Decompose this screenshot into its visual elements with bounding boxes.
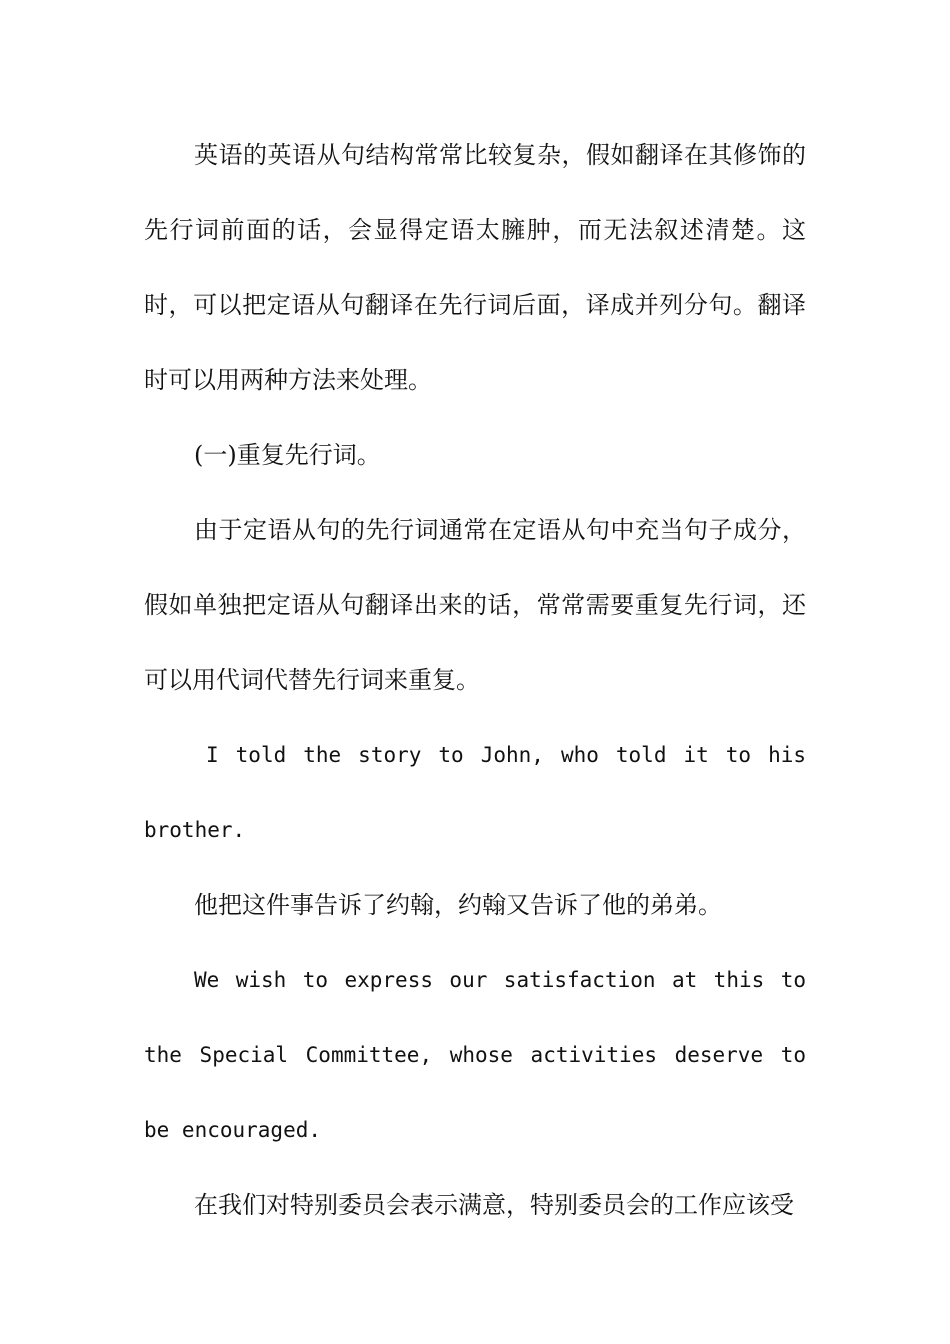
paragraph-intro: 英语的英语从句结构常常比较复杂，假如翻译在其修饰的先行词前面的话，会显得定语太臃肿，而无法叙述清楚。这时，可以把定语从句翻译在先行词后面，译成并列分句。翻译时可以用两种方法来处理。 [144,141,806,394]
paragraph-heading-repeat-antecedent: (一)重复先行词。 [194,441,381,469]
paragraph-example-english-2: We wish to express our satisfaction at this to the Special Committee, whose activities deserve to be encouraged. [144,968,806,1142]
paragraph-explanation: 由于定语从句的先行词通常在定语从句中充当句子成分，假如单独把定语从句翻译出来的话，常常需要重复先行词，还可以用代词代替先行词来重复。 [144,516,806,694]
paragraph-example-chinese-1: 他把这件事告诉了约翰，约翰又告诉了他的弟弟。 [194,891,722,919]
paragraph-example-english-1: I told the story to John, who told it to his brother. [144,743,806,842]
document-body [144,118,806,1243]
paragraph-example-chinese-2: 在我们对特别委员会表示满意，特别委员会的工作应该受 [194,1191,794,1219]
